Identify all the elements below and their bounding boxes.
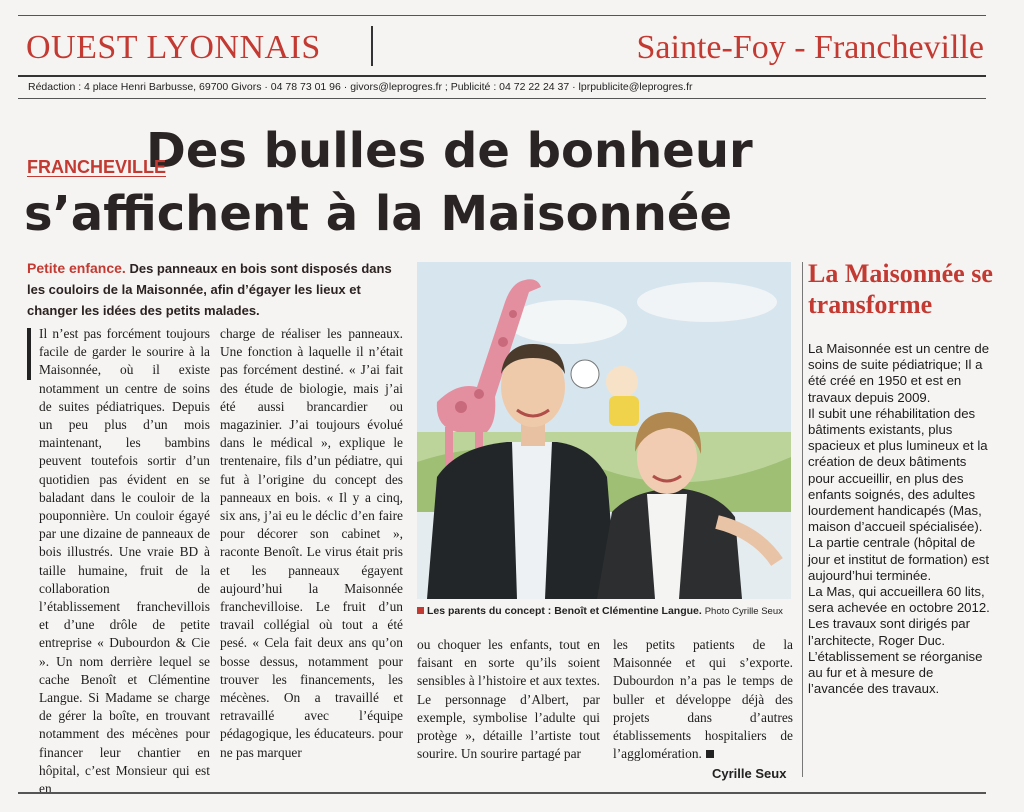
headline	[24, 120, 794, 246]
locality-title: Sainte-Foy - Francheville	[636, 29, 984, 66]
byline: Cyrille Seux	[712, 766, 787, 781]
sidebar-title: La Maisonnée se transforme	[808, 259, 993, 319]
caption-bullet-icon	[417, 607, 424, 614]
contact-top-rule	[18, 75, 986, 77]
bottom-rule	[18, 792, 986, 794]
photo-illustration	[417, 262, 791, 599]
photo-caption-text: Les parents du concept : Benoît et Clémentine Langue.	[427, 605, 702, 617]
section-title: OUEST LYONNAIS	[26, 29, 321, 66]
photo-caption	[417, 605, 793, 617]
column-4-text: les petits patients de la Maisonnée et qui s’exporte. Dubourdon n’a pas le temps de buller et développe déjà des projets dans d’autres établissements hospitaliers de l’agglomération.	[613, 637, 793, 762]
sidebar-paragraph: La partie centrale (hôpital de jour et institut de formation) est aujourd’hui terminée.	[808, 535, 990, 583]
headline-line-2: s’affichent à la Maisonnée	[24, 186, 732, 242]
sidebar-paragraph: Il subit une réhabilitation des bâtiments existants, plus spacieux et plus lumineux et la création de deux bâtiments pour accueillir, en plus des enfants soignés, des adultes lourdement handicapés (Mas, maison d’accueil spécialisée).	[808, 405, 988, 535]
lead-label: Petite enfance.	[27, 260, 126, 276]
sidebar-divider	[802, 262, 803, 777]
top-rule	[18, 15, 986, 16]
column-1-text: Il n’est pas forcément toujours facile de garder le sourire à la Maisonnée, où il existe notamment un centre de soins de suites pédiatriques. Depuis un peu plus d’un mois maintenant, les bambins peuvent toutefois sortir d’un quotidien pas évident en se baladant dans le couloir de la pouponnière. Un couloir égayé par une dizaine de panneaux de bois illustrés. Une vraie BD à taille humaine, fruit de la collaboration de l’établissement franchevillois et d’une drôle de petite entreprise « Dubourdon & Cie ». Un nom derrière lequel se cache Benoît et Clémentine Langue. Si Madame se charge de gérer la boîte, en trouvant notamment des mécènes pour financer leur chantier en hôpital, c’est Monsieur qui est en	[39, 326, 210, 797]
contact-line: Rédaction : 4 place Henri Barbusse, 69700 Givors · 04 78 73 01 96 · givors@leprogres.fr ; Publicité : 04 72 22 24 37 · lprpublicite@leprogres.fr	[28, 81, 693, 93]
article-photo	[417, 262, 791, 599]
article-column-3	[417, 636, 600, 763]
lead-text: Des panneaux en bois sont disposés dans les couloirs de la Maisonnée, afin d’égayer les lieux et changer les idées des petits malades.	[27, 261, 392, 318]
kicker-label: FRANCHEVILLE	[27, 157, 166, 177]
column-3-text: ou choquer les enfants, tout en faisant en sorte qu’ils soient sensibles à l’histoire et aux textes. Le personnage d’Albert, par exemple, symbolise l’adulte qui protège », détaille l’artiste tout sourire. Un sourire partagé par	[417, 637, 600, 762]
lead-paragraph	[27, 258, 412, 321]
article-column-4	[613, 636, 793, 763]
photo-credit: Photo Cyrille Seux	[704, 606, 783, 617]
article-column-2	[220, 325, 403, 762]
sidebar-paragraph: La Mas, qui accueillera 60 lits, sera achevée en octobre 2012. Les travaux sont dirigés par l’architecte, Roger Duc.	[808, 584, 990, 648]
headline-line-1: Des bulles de bonheur	[146, 123, 753, 179]
sidebar-paragraph: L’établissement se réorganise au fur et à mesure de l’avancée des travaux.	[808, 648, 983, 697]
section-divider	[371, 26, 373, 66]
article-column-1	[27, 325, 210, 798]
column-2-text: charge de réaliser les panneaux. Une fonction à laquelle il n’était pas forcément destiné. « J’ai fait des étude de biologie, mais j’ai été aussi brancardier ou magazinier. J’ai toujours évolué dans le médical », explique le trentenaire, fils d’un pédiatre, qui fut à l’origine du concept des panneaux en bois. « Il y a cinq, six ans, j’ai eu le déclic d’en faire pour décorer son cabinet », raconte Benoît. Le virus était pris et les panneaux égayent aujourd’hui la Maisonnée franchevilloise. Le fruit d’un travail collégial où tout a été pesé. « Cela fait deux ans qu’on bosse dessus, notamment pour trouver les financements, les mécènes. On a travaillé et retravaillé avec l’équipe pédagogique, les éducateurs. pour ne pas marquer	[220, 326, 403, 760]
contact-bottom-rule	[18, 98, 986, 99]
sidebar-paragraph: La Maisonnée est un centre de soins de suite pédiatrique; Il a été créé en 1950 et est en travaux depuis 2009.	[808, 341, 990, 405]
sidebar-body	[808, 341, 990, 697]
end-mark-icon	[706, 750, 714, 758]
